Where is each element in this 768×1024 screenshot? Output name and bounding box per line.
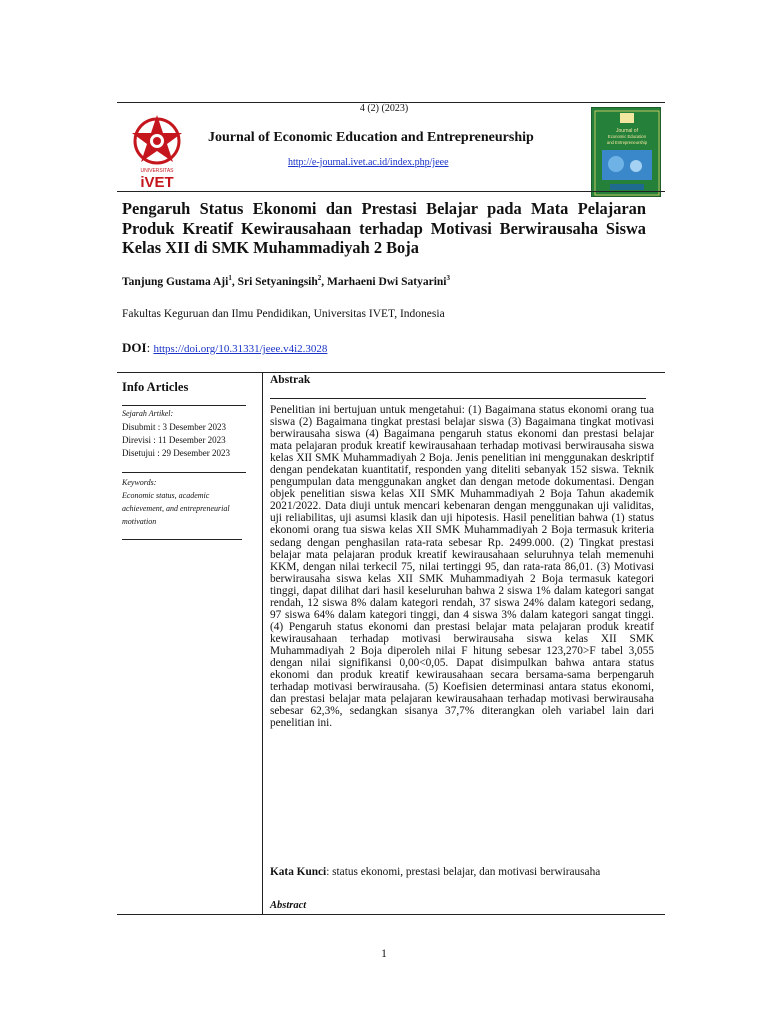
date-submitted: Disubmit : 3 Desember 2023 xyxy=(122,422,226,432)
logo-small-text: UNIVERSITAS xyxy=(140,168,174,174)
journal-url-link[interactable]: http://e-journal.ivet.ac.id/index.php/jeee xyxy=(288,157,449,168)
abstrak-heading: Abstrak xyxy=(270,374,311,386)
author-affil-sup: 1 xyxy=(228,274,232,282)
section-top-rule xyxy=(117,372,665,373)
kata-kunci-label: Kata Kunci xyxy=(270,866,327,878)
article-title: Pengaruh Status Ekonomi dan Prestasi Belajar pada Mata Pelajaran Produk Kreatif Kewirausahaan terhadap Motivasi Berwirausaha Siswa Kelas XII di SMK Muhammadiyah 2 Boja xyxy=(122,199,646,257)
keywords-rule xyxy=(122,539,242,540)
author-name: Tanjung Gustama Aji xyxy=(122,275,229,288)
page-number: 1 xyxy=(381,948,387,960)
column-divider xyxy=(262,372,263,914)
author-affil-sup: 2 xyxy=(317,274,322,282)
author-name: Marhaeni Dwi Satyarini xyxy=(327,275,447,288)
keywords-label: Keywords: xyxy=(122,478,157,487)
history-rule xyxy=(122,472,246,473)
cover-title-line1: Journal of xyxy=(616,128,638,134)
author-separator: , xyxy=(231,275,238,288)
section-bottom-rule xyxy=(117,914,665,915)
keywords-line: achievement, and entrepreneurial xyxy=(122,504,230,513)
affiliation: Fakultas Keguruan dan Ilmu Pendidikan, Universitas IVET, Indonesia xyxy=(122,308,445,320)
author-name: Sri Setyaningsih xyxy=(237,275,318,288)
doi-line xyxy=(122,340,327,356)
keywords-line: motivation xyxy=(122,517,157,526)
abstrak-body: Penelitian ini bertujuan untuk mengetahui: (1) Bagaimana status ekonomi orang tua siswa (2) Bagaimana tingkat prestasi belajar siswa (3) Bagaimana tingkat motivasi berwirausaha siswa (4) Bagaimana pengaruh status ekonomi dan prestasi belajar mata pelajaran produk kreatif kewirausahaan terhadap motivasi berwirausaha siswa kelas XII SMK Muhammadiyah 2 Boja. Jenis penelitian ini menggunakan deskriptif dengan pendekatan kuantitatif, responden yang diteliti sebanyak 152 siswa. Teknik pengumpulan data menggunakan angket dan dengan metode dokumentasi. Dengan objek penelitian siswa kelas XII SMK Muhammadiyah 2 Boja Tahun akademik 2021/2022. Data diuji untuk mencari kebenaran dengan menggunakan uji validitas, uji reliabilitas, uji asumsi klasik dan uji hipotesis. Hasil penelitian bahwa (1) status ekonomi orang tua siswa kelas XII SMK Muhammadiyah 2 Boja termasuk kriteria sedang dengan penghasilan rata-rata sebesar Rp. 2499.000. (2) Tingkat prestasi belajar mata pelajaran produk kreatif kewirausahaan seluruhnya telah memenuhi KKM, dengan nilai terkecil 75, nilai tertinggi 95, dan rata-rata 86,01. (3) Motivasi berwirausaha siswa kelas XII SMK Muhammadiyah 2 Boja termasuk kategori tinggi, dapat dilihat dari hasil keseluruhan bahwa 2 siswa 1% dalam kategori sangat rendah, 12 siswa 8% dalam kategori rendah, 37 siswa 24% dalam kategori sedang, 97 siswa 64% dalam kategori tinggi, dan 4 siswa 3% dalam kategori sangat tinggi. (4) Pengaruh status ekonomi dan prestasi belajar mata pelajaran produk kreatif kewirausahaan terhadap motivasi berwirausaha siswa kelas XII SMK Muhammadiyah 2 Boja diperoleh nilai F hitung sebesar 123,270>F tabel 3,055 dengan nilai signifikansi 0,00<0,05. Dapat disimpulkan bahwa antara status ekonomi dan produk kreatif kewirausahaan secara bersama-sama berpengaruh terhadap motivasi berwirausaha. (5) Koefisien determinasi antara status ekonomi, dan prestasi belajar mata pelajaran kewirausahaan terhadap motivasi berwirausaha sebesar 62,3%, sedangkan sisanya 37,7% diterangkan oleh variabel lain dari penelitian ini. xyxy=(270,404,654,730)
kata-kunci xyxy=(270,866,658,878)
university-logo xyxy=(124,108,190,188)
date-revised: Direvisi : 11 Desember 2023 xyxy=(122,435,226,445)
author-separator: , xyxy=(321,275,328,288)
doi-label: DOI xyxy=(122,340,147,355)
date-accepted: Disetujui : 29 Desember 2023 xyxy=(122,448,230,458)
issue-number: 4 (2) (2023) xyxy=(359,103,409,114)
doi-link[interactable]: https://doi.org/10.31331/jeee.v4i2.3028 xyxy=(153,343,328,355)
cover-title-line2: Economic Education xyxy=(607,134,647,139)
info-articles-heading: Info Articles xyxy=(122,380,189,394)
author-list xyxy=(122,274,450,288)
doi-separator: : xyxy=(146,340,154,355)
abstract-heading: Abstract xyxy=(270,900,307,911)
keywords-line: Economic status, academic xyxy=(122,491,210,500)
cover-title-line3: and Entrepreneurship xyxy=(606,140,648,145)
logo-text: iVET xyxy=(140,174,174,188)
journal-cover-thumbnail xyxy=(591,107,661,197)
kata-kunci-value: : status ekonomi, prestasi belajar, dan motivasi berwirausaha xyxy=(326,866,601,878)
author-affil-sup: 3 xyxy=(446,274,450,282)
info-rule xyxy=(122,405,246,406)
header-bottom-rule xyxy=(117,191,665,192)
journal-name: Journal of Economic Education and Entrepreneurship xyxy=(208,130,534,145)
abstrak-rule xyxy=(270,398,646,399)
history-label: Sejarah Artikel: xyxy=(122,409,174,418)
